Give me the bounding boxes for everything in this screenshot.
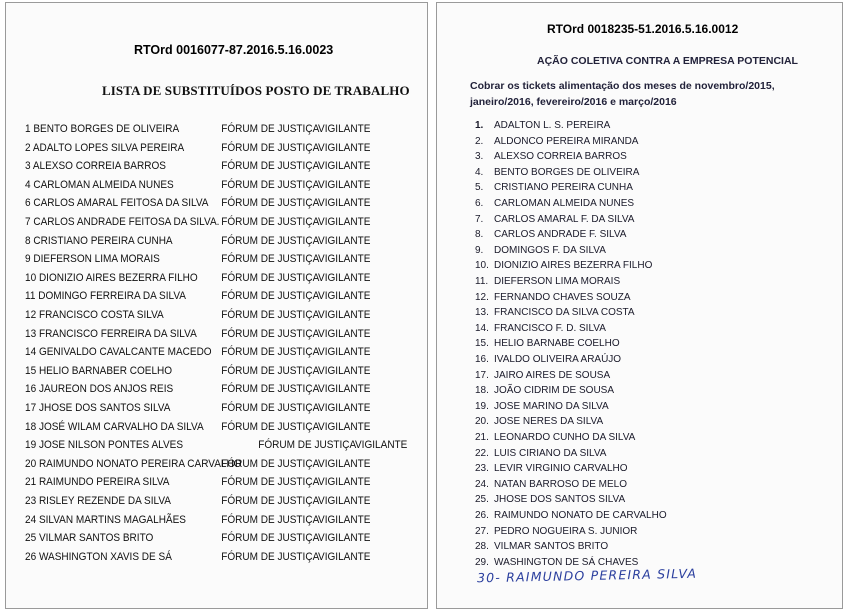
row-number: 6 xyxy=(25,197,31,210)
claimant-name: FERNANDO CHAVES SOUZA xyxy=(494,291,631,303)
claimant-row xyxy=(475,307,815,323)
workplace: FÓRUM DE JUSTIÇA xyxy=(258,439,357,452)
right-document-page xyxy=(436,2,843,609)
job-role: VIGILANTE xyxy=(318,123,371,135)
job-role: VIGILANTE xyxy=(318,513,371,526)
workplace: FÓRUM DE JUSTIÇA xyxy=(221,346,320,359)
row-number: 10 xyxy=(25,271,37,284)
job-role: VIGILANTE xyxy=(318,476,371,489)
job-role: VIGILANTE xyxy=(318,160,371,173)
claimant-row xyxy=(475,541,815,557)
row-number: 21. xyxy=(475,432,489,443)
row-number: 19 xyxy=(25,439,37,452)
row-number: 4 xyxy=(25,178,31,191)
claimant-name: FRANCISCO DA SILVA COSTA xyxy=(494,307,635,319)
job-role: VIGILANTE xyxy=(318,290,371,303)
claimant-row xyxy=(475,260,815,276)
workplace: FÓRUM DE JUSTIÇA xyxy=(221,123,320,135)
row-number: 8. xyxy=(475,229,484,241)
substitute-name: DIONIZIO AIRES BEZERRA FILHO xyxy=(38,271,198,284)
job-role: VIGILANTE xyxy=(318,141,371,154)
claimant-name: NATAN BARROSO DE MELO xyxy=(494,478,627,490)
row-number: 22. xyxy=(475,447,489,459)
row-number: 13. xyxy=(475,307,489,319)
row-number: 12. xyxy=(475,291,489,303)
row-number: 20. xyxy=(475,416,489,428)
substitute-name: BENTO BORGES DE OLIVEIRA xyxy=(33,123,180,135)
substitute-name: ADALTO LOPES SILVA PEREIRA xyxy=(32,141,185,154)
row-number: 27. xyxy=(475,525,489,537)
claimant-name: ALEXSO CORREIA BARROS xyxy=(494,151,627,163)
substitute-row xyxy=(25,532,377,550)
claimant-name: CRISTIANO PEREIRA CUNHA xyxy=(494,182,633,194)
claimant-row xyxy=(475,510,815,526)
row-number: 1 xyxy=(25,123,31,135)
row-number: 16. xyxy=(475,354,489,365)
job-role: VIGILANTE xyxy=(318,364,371,377)
row-number: 29. xyxy=(475,556,489,568)
row-number: 26 xyxy=(25,550,37,563)
claimant-row xyxy=(475,167,815,183)
claimant-name: JOSE MARINO DA SILVA xyxy=(494,400,609,412)
collective-action-subtitle: AÇÃO COLETIVA CONTRA A EMPRESA POTENCIAL xyxy=(537,55,798,67)
row-number: 2. xyxy=(475,135,484,147)
workplace: FÓRUM DE JUSTIÇA xyxy=(221,532,320,545)
claimant-name: DIONIZIO AIRES BEZERRA FILHO xyxy=(494,260,653,272)
workplace: FÓRUM DE JUSTIÇA xyxy=(221,550,320,563)
substitute-row xyxy=(25,123,377,141)
substitute-row xyxy=(25,328,377,346)
substitute-row xyxy=(25,458,377,476)
claimant-name: BENTO BORGES DE OLIVEIRA xyxy=(494,166,640,178)
claimant-row xyxy=(475,214,815,230)
claimant-row xyxy=(475,120,815,136)
row-number: 18. xyxy=(475,385,489,397)
row-number: 15 xyxy=(25,364,37,377)
claimant-row xyxy=(475,479,815,495)
workplace: FÓRUM DE JUSTIÇA xyxy=(221,513,320,526)
claimant-name: CARLOS ANDRADE F. SILVA xyxy=(494,229,627,241)
row-number: 11. xyxy=(475,276,489,287)
substitute-row xyxy=(25,272,377,290)
row-number: 4. xyxy=(475,166,484,178)
substitutes-list-title: LISTA DE SUBSTITUÍDOS POSTO DE TRABALHO xyxy=(102,83,410,98)
workplace: FÓRUM DE JUSTIÇA xyxy=(221,495,320,507)
claimant-name: CARLOS AMARAL F. DA SILVA xyxy=(494,213,635,225)
claimant-name: JOSE NERES DA SILVA xyxy=(494,416,604,428)
substitute-name: SILVAN MARTINS MAGALHÃES xyxy=(38,513,186,526)
substitute-row xyxy=(25,476,377,494)
workplace: FÓRUM DE JUSTIÇA xyxy=(221,160,320,173)
workplace: FÓRUM DE JUSTIÇA xyxy=(221,402,320,414)
substitute-name: DIEFERSON LIMA MORAIS xyxy=(33,253,160,266)
row-number: 17. xyxy=(475,369,489,381)
workplace: FÓRUM DE JUSTIÇA xyxy=(221,141,320,154)
substitute-row xyxy=(25,439,408,457)
row-number: 23. xyxy=(475,463,489,475)
row-number: 5. xyxy=(475,182,484,194)
row-number: 19. xyxy=(475,400,489,412)
row-number: 25. xyxy=(475,494,489,506)
row-number: 10. xyxy=(475,260,489,272)
row-number: 13 xyxy=(25,327,37,340)
row-number: 2 xyxy=(25,141,31,154)
claimant-row xyxy=(475,292,815,308)
job-role: VIGILANTE xyxy=(318,253,371,266)
claimant-name: JOÃO CIDRIM DE SOUSA xyxy=(494,385,615,397)
job-role: VIGILANTE xyxy=(318,309,371,321)
job-role: VIGILANTE xyxy=(318,383,371,396)
claimant-row xyxy=(475,229,815,245)
substitute-row xyxy=(25,309,377,327)
row-number: 3. xyxy=(475,151,484,163)
claimant-row xyxy=(475,401,815,417)
row-number: 21 xyxy=(25,476,37,489)
substitute-row xyxy=(25,402,377,420)
substitute-row xyxy=(25,495,377,513)
substitute-row xyxy=(25,290,377,308)
row-number: 8 xyxy=(25,234,31,247)
claimant-row xyxy=(475,136,815,152)
substitute-row xyxy=(25,179,377,197)
substitute-name: JHOSE DOS SANTOS SILVA xyxy=(38,402,171,414)
claimant-name: CARLOMAN ALMEIDA NUNES xyxy=(494,198,635,209)
claimant-name: VILMAR SANTOS BRITO xyxy=(494,541,609,553)
workplace: FÓRUM DE JUSTIÇA xyxy=(221,271,320,284)
row-number: 11 xyxy=(25,290,36,303)
left-case-number: RTOrd 0016077-87.2016.5.16.0023 xyxy=(134,43,334,57)
claimant-name: ALDONCO PEREIRA MIRANDA xyxy=(494,135,639,147)
workplace: FÓRUM DE JUSTIÇA xyxy=(221,476,320,489)
substitute-name: JOSE NILSON PONTES ALVES xyxy=(38,439,184,452)
substitute-row xyxy=(25,216,377,234)
job-role: VIGILANTE xyxy=(318,402,371,414)
workplace: FÓRUM DE JUSTIÇA xyxy=(221,234,320,247)
row-number: 18 xyxy=(25,420,37,433)
substitute-row xyxy=(25,383,377,401)
job-role: VIGILANTE xyxy=(318,271,371,284)
row-number: 14. xyxy=(475,322,489,334)
workplace: FÓRUM DE JUSTIÇA xyxy=(221,178,320,191)
row-number: 28. xyxy=(475,541,489,553)
row-number: 9 xyxy=(25,253,31,266)
row-number: 16 xyxy=(25,383,37,396)
claimant-row xyxy=(475,494,815,510)
claimant-name: WASHINGTON DE SÁ CHAVES xyxy=(494,556,639,568)
job-role: VIGILANTE xyxy=(318,420,371,433)
job-role: VIGILANTE xyxy=(318,346,371,359)
job-role: VIGILANTE xyxy=(318,457,371,470)
claimant-name: FRANCISCO F. D. SILVA xyxy=(494,322,606,334)
right-case-number: RTOrd 0018235-51.2016.5.16.0012 xyxy=(547,22,739,36)
substitute-name: HELIO BARNABER COELHO xyxy=(38,364,173,377)
claimant-row xyxy=(475,182,815,198)
substitute-name: DOMINGO FERREIRA DA SILVA xyxy=(38,290,186,303)
claimant-name: LUIS CIRIANO DA SILVA xyxy=(494,447,607,459)
claimant-row xyxy=(475,338,815,354)
substitute-row xyxy=(25,551,377,569)
substitute-row xyxy=(25,235,377,253)
claimant-row xyxy=(475,463,815,479)
workplace: FÓRUM DE JUSTIÇA xyxy=(221,309,320,321)
row-number: 17 xyxy=(25,402,37,414)
claimant-row xyxy=(475,276,815,292)
claimant-row xyxy=(475,526,815,542)
claimant-name: PEDRO NOGUEIRA S. JUNIOR xyxy=(494,525,638,537)
job-role: VIGILANTE xyxy=(355,439,408,452)
row-number: 24 xyxy=(25,513,37,526)
substitute-name: JAUREON DOS ANJOS REIS xyxy=(38,383,174,396)
substitute-name: JOSÉ WILAM CARVALHO DA SILVA xyxy=(38,420,204,433)
claimant-row xyxy=(475,432,815,448)
job-role: VIGILANTE xyxy=(318,197,371,210)
row-number: 7. xyxy=(475,213,484,225)
substitute-row xyxy=(25,253,377,271)
claimant-name: DOMINGOS F. DA SILVA xyxy=(494,244,606,256)
substitute-name: CRISTIANO PEREIRA CUNHA xyxy=(33,234,173,247)
row-number: 6. xyxy=(475,198,484,209)
claimant-row xyxy=(475,198,815,214)
claimant-row xyxy=(475,385,815,401)
job-role: VIGILANTE xyxy=(318,550,371,563)
claimant-row xyxy=(475,151,815,167)
row-number: 26. xyxy=(475,510,489,521)
row-number: 3 xyxy=(25,160,31,173)
claimant-name: JAIRO AIRES DE SOUSA xyxy=(494,369,611,381)
row-number: 9. xyxy=(475,244,484,256)
claim-description: Cobrar os tickets alimentação dos meses de novembro/2015, janeiro/2016, fevereiro/2016 e março/2016 xyxy=(470,80,775,108)
substitute-row xyxy=(25,346,377,364)
row-number: 12 xyxy=(25,309,37,321)
claimant-row xyxy=(475,370,815,386)
left-document-page xyxy=(5,2,428,609)
claimant-name: IVALDO OLIVEIRA ARAÚJO xyxy=(494,354,622,365)
substitute-name: ALEXSO CORREIA BARROS xyxy=(32,160,166,173)
job-role: VIGILANTE xyxy=(318,532,371,545)
substitute-name: CARLOS ANDRADE FEITOSA DA SILVA. xyxy=(33,216,220,228)
substitute-row xyxy=(25,197,377,215)
claimant-name: LEONARDO CUNHO DA SILVA xyxy=(494,432,636,443)
claimant-row xyxy=(475,448,815,464)
workplace: FÓRUM DE JUSTIÇA xyxy=(221,216,320,228)
workplace: FÓRUM DE JUSTIÇA xyxy=(221,253,320,266)
claimant-name: ADALTON L. S. PEREIRA xyxy=(494,120,611,131)
substitute-name: CARLOS AMARAL FEITOSA DA SILVA xyxy=(33,197,209,210)
substitute-row xyxy=(25,160,377,178)
substitute-name: VILMAR SANTOS BRITO xyxy=(38,532,154,545)
substitute-row xyxy=(25,514,377,532)
workplace: FÓRUM DE JUSTIÇA xyxy=(221,197,320,210)
row-number: 7 xyxy=(25,216,31,228)
workplace: FÓRUM DE JUSTIÇA xyxy=(221,383,320,396)
row-number: 15. xyxy=(475,338,489,350)
claimant-name: HELIO BARNABE COELHO xyxy=(494,338,620,350)
workplace: FÓRUM DE JUSTIÇA xyxy=(221,290,320,303)
row-number: 14 xyxy=(25,346,37,359)
job-role: VIGILANTE xyxy=(318,178,371,191)
substitute-name: RISLEY REZENDE DA SILVA xyxy=(38,495,171,507)
substitute-name: RAIMUNDO PEREIRA SILVA xyxy=(38,476,170,489)
claimant-row xyxy=(475,245,815,261)
substitute-row xyxy=(25,421,377,439)
claimant-row xyxy=(475,323,815,339)
row-number: 20 xyxy=(25,457,37,470)
substitute-name: CARLOMAN ALMEIDA NUNES xyxy=(33,178,174,191)
row-number: 24. xyxy=(475,478,489,490)
workplace: FÓRUM DE JUSTIÇA xyxy=(221,327,320,340)
substitute-row xyxy=(25,142,377,160)
substitute-name: WASHINGTON XAVIS DE SÁ xyxy=(38,550,172,563)
claimant-name: JHOSE DOS SANTOS SILVA xyxy=(494,494,626,506)
row-number: 23 xyxy=(25,495,37,507)
substitute-name: FRANCISCO COSTA SILVA xyxy=(38,309,164,321)
claimant-name: LEVIR VIRGINIO CARVALHO xyxy=(494,463,628,475)
job-role: VIGILANTE xyxy=(318,234,371,247)
job-role: VIGILANTE xyxy=(318,327,371,340)
handwritten-entry: 30- RAIMUNDO PEREIRA SILVA xyxy=(476,565,698,586)
substitute-name: RAIMUNDO NONATO PEREIRA CARVALHO xyxy=(38,457,242,470)
workplace: FÓRUM DE JUSTIÇA xyxy=(221,364,320,377)
workplace: FÓRUM DE JUSTIÇA xyxy=(221,420,320,433)
job-role: VIGILANTE xyxy=(318,495,371,507)
substitute-name: FRANCISCO FERREIRA DA SILVA xyxy=(38,327,197,340)
row-number: 1. xyxy=(475,120,484,131)
substitute-row xyxy=(25,365,377,383)
job-role: VIGILANTE xyxy=(318,216,371,228)
workplace: FÓRUM DE JUSTIÇA xyxy=(221,457,320,470)
claimant-row xyxy=(475,354,815,370)
claimant-row xyxy=(475,416,815,432)
claimant-name: RAIMUNDO NONATO DE CARVALHO xyxy=(494,510,667,521)
claimant-name: DIEFERSON LIMA MORAIS xyxy=(494,276,621,287)
row-number: 25 xyxy=(25,532,37,545)
substitute-name: GENIVALDO CAVALCANTE MACEDO xyxy=(38,346,212,359)
